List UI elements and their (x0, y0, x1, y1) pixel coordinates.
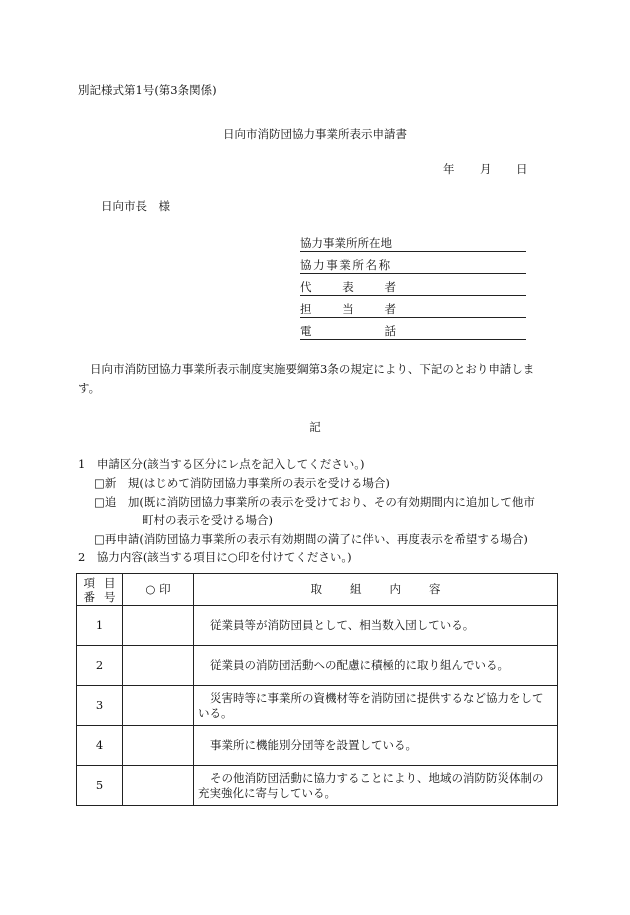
option-add-label: 追 加(既に消防団協力事業所の表示を受けており、その有効期間内に追加して他市 (104, 495, 535, 509)
header-item-label: 項目 (83, 575, 125, 590)
form-reference: 別記様式第1号(第3条関係) (78, 83, 217, 97)
table-row (77, 726, 558, 766)
header-item-number (77, 574, 123, 606)
section1-heading: 1 申請区分(該当する区分にレ点を記入してください。) (78, 457, 365, 471)
field-label-char: 担 (300, 302, 312, 316)
checkbox-add[interactable]: □ (94, 495, 105, 509)
field-label-address: 協力事業所所在地 (300, 236, 392, 250)
field-contact-person (300, 302, 526, 318)
option-new-label: 新 規(はじめて消防団協力事業所の表示を受ける場合) (104, 476, 390, 490)
document-title: 日向市消防団協力事業所表示申請書 (223, 127, 407, 141)
row-content: 事業所に機能別分団等を設置している。 (194, 726, 558, 766)
header-mark: ○ 印 (123, 574, 194, 606)
row-content: 災害時等に事業所の資機材等を消防団に提供するなど協力をしている。 (194, 686, 558, 726)
row-number: 1 (77, 606, 123, 646)
date-year-label: 年 (443, 162, 455, 176)
header-content (194, 574, 558, 606)
row-mark-cell[interactable] (123, 726, 194, 766)
option-reapply (94, 533, 528, 547)
header-content-label: 取組内容 (310, 581, 469, 596)
checkbox-reapply[interactable]: □ (94, 532, 105, 546)
body-paragraph: 日向市消防団協力事業所表示制度実施要綱第3条の規定により、下記のとおり申請します。 (78, 362, 535, 395)
cooperation-table (76, 573, 558, 806)
field-office-name (300, 258, 526, 274)
table-row (77, 686, 558, 726)
field-office-address (300, 236, 526, 252)
row-number: 5 (77, 766, 123, 806)
header-number-label: 番号 (83, 589, 125, 604)
section2-heading: 2 協力内容(該当する項目に○印を付けてください。) (78, 550, 352, 564)
row-number: 3 (77, 686, 123, 726)
field-label-char: 当 (342, 302, 354, 316)
option-add-continuation: 町村の表示を受ける場合) (142, 513, 273, 527)
field-label-char: 者 (384, 302, 396, 316)
row-mark-cell[interactable] (123, 766, 194, 806)
field-label-char: 話 (384, 324, 396, 338)
option-add (94, 496, 535, 510)
row-content: その他消防団活動に協力することにより、地域の消防防災体制の充実強化に寄与している。 (194, 766, 558, 806)
option-new (94, 477, 390, 491)
field-label-char: 代 (300, 280, 312, 294)
row-content: 従業員の消防団活動への配慮に積極的に取り組んでいる。 (194, 646, 558, 686)
field-representative (300, 280, 526, 296)
row-mark-cell[interactable] (123, 686, 194, 726)
checkbox-new[interactable]: □ (94, 476, 105, 490)
row-content: 従業員等が消防団員として、相当数入団している。 (194, 606, 558, 646)
date-month-label: 月 (480, 162, 492, 176)
option-reapply-label: 再申請(消防団協力事業所の表示有効期間の満了に伴い、再度表示を希望する場合) (104, 532, 528, 546)
row-mark-cell[interactable] (123, 646, 194, 686)
ki-marker: 記 (309, 420, 321, 434)
date-day-label: 日 (516, 162, 528, 176)
table-row (77, 606, 558, 646)
table-row (77, 646, 558, 686)
table-row (77, 766, 558, 806)
addressee: 日向市長 様 (101, 199, 170, 213)
field-label-char: 表 (342, 280, 354, 294)
field-phone (300, 324, 526, 340)
row-number: 4 (77, 726, 123, 766)
field-label-name: 協力事業所名称 (300, 258, 392, 272)
field-label-char: 者 (384, 280, 396, 294)
row-number: 2 (77, 646, 123, 686)
field-label-char: 電 (300, 324, 312, 338)
table-header-row (77, 574, 558, 606)
row-mark-cell[interactable] (123, 606, 194, 646)
